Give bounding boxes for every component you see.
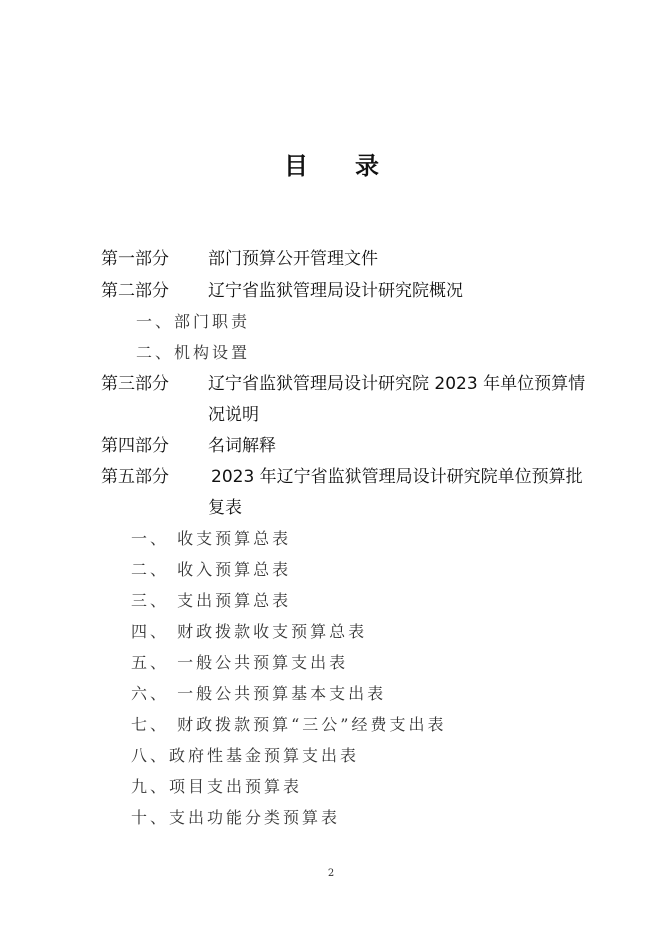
part-label: 第二部分 [101, 281, 169, 301]
toc-part-5-item-3[interactable]: 三、 支出预算总表 [131, 591, 292, 610]
part-text-continuation: 况说明 [208, 405, 259, 425]
toc-title-char-2: 录 [355, 152, 379, 180]
toc-part-5-item-5[interactable]: 五、 一般公共预算支出表 [131, 653, 349, 672]
toc-part-2-item-2[interactable]: 二、机构设置 [136, 343, 251, 362]
page-number: 2 [327, 868, 335, 879]
toc-part-5-item-4[interactable]: 四、 财政拨款收支预算总表 [131, 622, 368, 641]
part-text: 部门预算公开管理文件 [208, 249, 378, 269]
toc-part-5-item-8[interactable]: 八、政府性基金预算支出表 [131, 746, 360, 765]
part-label: 第一部分 [101, 249, 169, 269]
part-text-continuation: 复表 [208, 498, 242, 518]
toc-part-5-item-6[interactable]: 六、 一般公共预算基本支出表 [131, 684, 387, 703]
toc-part-5-item-2[interactable]: 二、 收入预算总表 [131, 560, 292, 579]
toc-part-5-item-10[interactable]: 十、支出功能分类预算表 [131, 808, 341, 827]
toc-part-5-item-1[interactable]: 一、 收支预算总表 [131, 529, 292, 548]
part-label: 第五部分 [101, 467, 169, 487]
part-label: 第四部分 [101, 436, 169, 456]
toc-part-5-item-9[interactable]: 九、项目支出预算表 [131, 777, 303, 796]
part-label: 第三部分 [101, 374, 169, 394]
part-text: 2023 年辽宁省监狱管理局设计研究院单位预算批 [211, 467, 583, 487]
part-text: 辽宁省监狱管理局设计研究院概况 [208, 281, 463, 301]
toc-part-2-item-1[interactable]: 一、部门职责 [136, 312, 251, 331]
part-text: 名词解释 [208, 436, 276, 456]
part-text: 辽宁省监狱管理局设计研究院 2023 年单位预算情 [208, 374, 586, 394]
toc-part-5-item-7[interactable]: 七、 财政拨款预算“三公”经费支出表 [131, 715, 447, 734]
toc-title-char-1: 目 [284, 152, 308, 180]
